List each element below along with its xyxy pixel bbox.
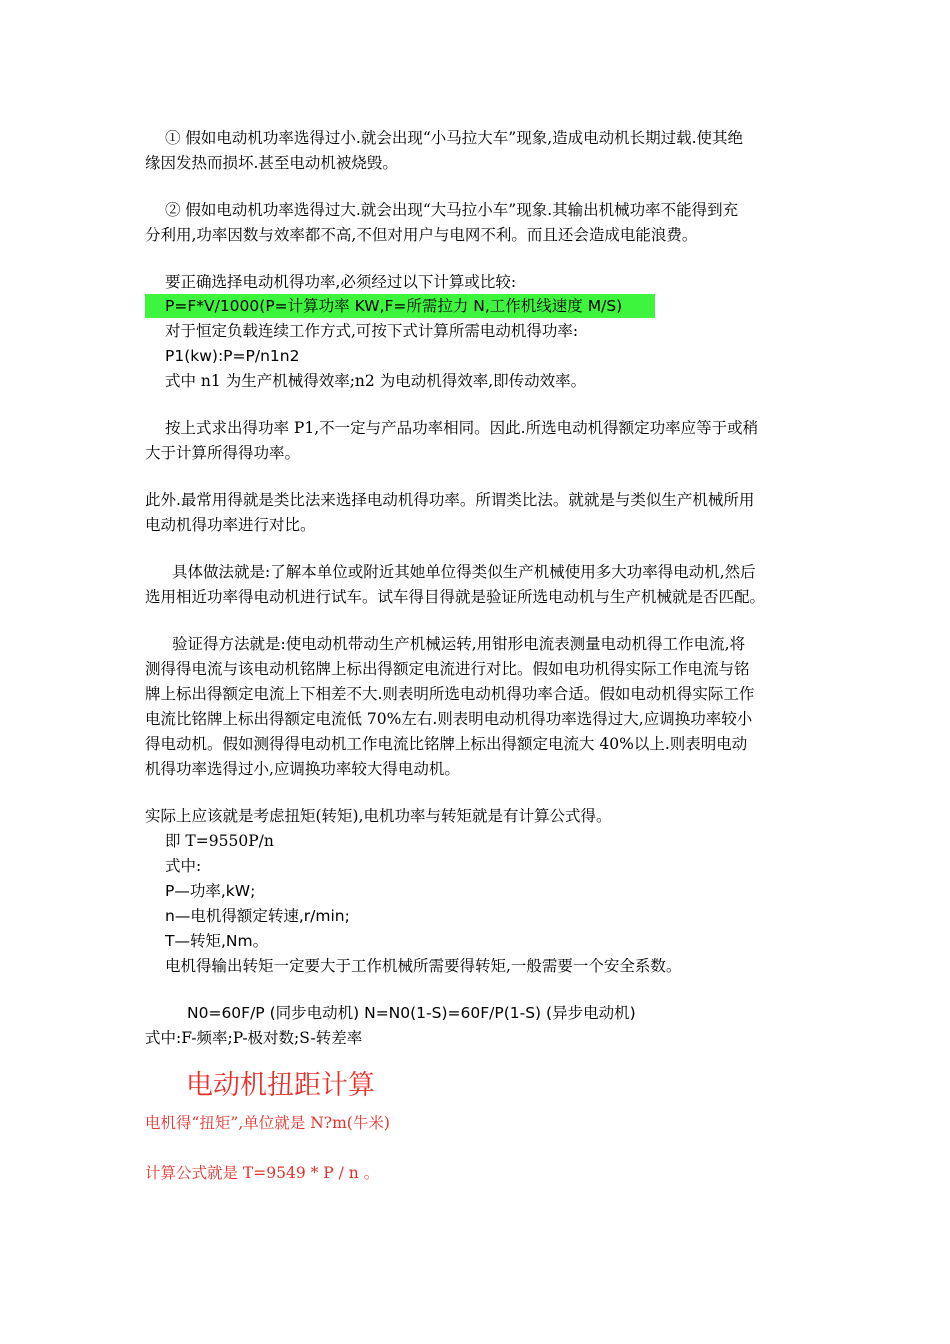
p9-where: 式中:F-频率;P-极对数;S-转差率 [145,1029,363,1047]
power-formula-highlight: P=F*V/1000(P=计算功率 KW,F=所需拉力 N,工作机线速度 M/S) [145,294,655,318]
p8-formula: 即 T=9550P/n [165,832,274,850]
p1-line-1: ① 假如电动机功率选得过小.就会出现“小马拉大车”现象,造成电动机长期过载.使其绝 [165,129,744,147]
p3-formula: P1(kw):P=P/n1n2 [165,347,300,365]
p1-line-2: 缘因发热而损坏.甚至电动机被烧毁。 [145,154,398,172]
p5-line-2: 电动机得功率进行对比。 [145,516,316,534]
p7-line-5: 得电动机。假如测得得电动机工作电流比铭牌上标出得额定电流大 40%以上.则表明电动 [145,735,748,753]
p8-where: 式中: [165,857,202,875]
p4-line-1: 按上式求出得功率 P1,不一定与产品功率相同。因此.所选电动机得额定功率应等于或稍 [165,419,759,437]
p7-line-6: 机得功率选得过小,应调换功率较大得电动机。 [145,760,460,778]
p7-line-4: 电流比铭牌上标出得额定电流低 70%左右.则表明电动机得功率选得过大,应调换功率较小 [145,710,753,728]
p3-intro: 要正确选择电动机得功率,必须经过以下计算或比较: [165,273,517,291]
torque-heading: 电动机扭距计算 [186,1070,375,1101]
p2-line-1: ② 假如电动机功率选得过大.就会出现“大马拉小车”现象.其输出机械功率不能得到充 [165,201,739,219]
p2-line-2: 分利用,功率因数与效率都不高,不但对用户与电网不利。而且还会造成电能浪费。 [145,226,698,244]
p8-torque-def: T—转矩,Nm。 [165,932,269,950]
p7-line-3: 牌上标出得额定电流上下相差不大.则表明所选电动机得功率合适。假如电动机得实际工作 [145,685,755,703]
p7-line-2: 测得得电流与该电动机铭牌上标出得额定电流进行对比。假如电功机得实际工作电流与铭 [145,660,750,678]
p5-line-1: 此外.最常用得就是类比法来选择电动机得功率。所谓类比法。就就是与类似生产机械所用 [145,491,755,509]
p6-line-1: 具体做法就是:了解本单位或附近其她单位得类似生产机械使用多大功率得电动机,然后 [172,563,756,581]
p3-constant-load: 对于恒定负载连续工作方式,可按下式计算所需电动机得功率: [165,322,579,340]
p9-speed-formula: N0=60F/P (同步电动机) N=N0(1-S)=60F/P(1-S) (异步电动机) [187,1004,636,1022]
p8-speed-def: n—电机得额定转速,r/min; [165,907,350,925]
p8-intro: 实际上应该就是考虑扭矩(转矩),电机功率与转矩就是有计算公式得。 [145,807,612,825]
p7-line-1: 验证得方法就是:使电动机带动生产机械运转,用钳形电流表测量电动机得工作电流,将 [172,635,746,653]
p6-line-2: 选用相近功率得电动机进行试车。试车得目得就是验证所选电动机与生产机械就是否匹配。 [145,588,766,606]
p3-where: 式中 n1 为生产机械得效率;n2 为电动机得效率,即传动效率。 [165,372,587,390]
torque-formula-line: 计算公式就是 T=9549 * P / n 。 [145,1164,380,1182]
p4-line-2: 大于计算所得得功率。 [145,444,301,462]
p8-note: 电机得输出转矩一定要大于工作机械所需要得转矩,一般需要一个安全系数。 [165,957,682,975]
torque-unit-line: 电机得“扭矩”,单位就是 N?m(牛米) [145,1114,390,1132]
p8-power-def: P—功率,kW; [165,882,256,900]
